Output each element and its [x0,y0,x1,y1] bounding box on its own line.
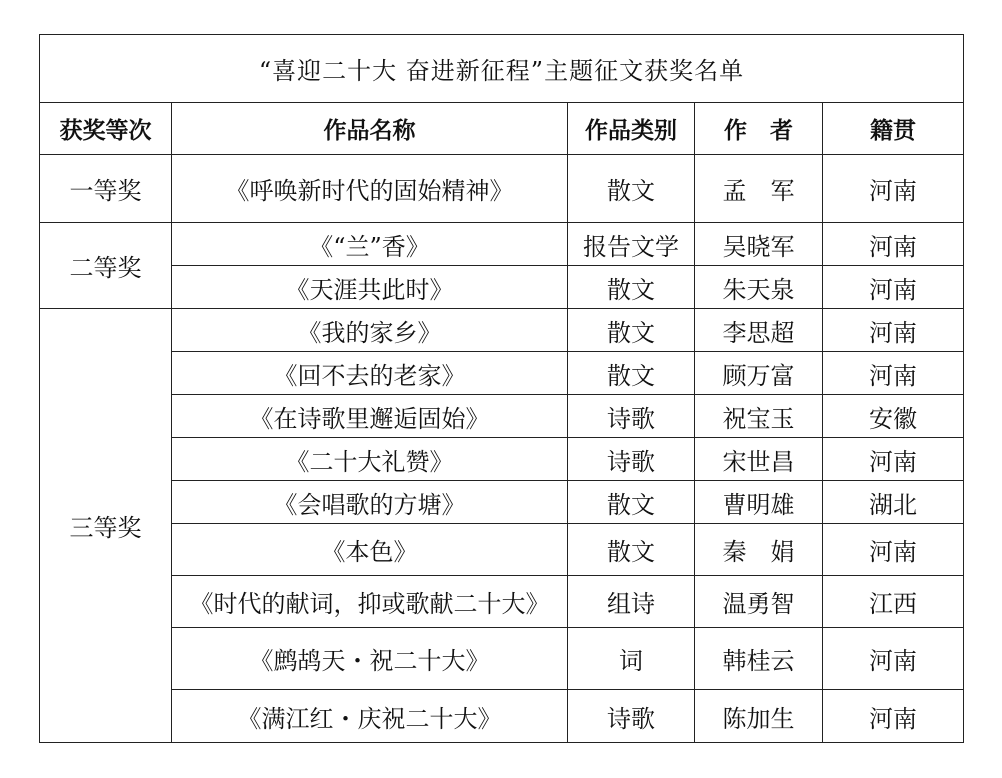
author-name: 顾万富 [695,352,823,395]
work-title: 《时代的献词，抑或歌献二十大》 [172,576,568,628]
work-category: 散文 [568,352,695,395]
work-title: 《天涯共此时》 [172,266,568,309]
work-title: 《回不去的老家》 [172,352,568,395]
header-work: 作品名称 [172,103,568,155]
header-origin: 籍贯 [823,103,964,155]
author-origin: 河南 [823,524,964,576]
header-level: 获奖等次 [40,103,172,155]
work-title: 《“兰”香》 [172,223,568,266]
author-origin: 河南 [823,266,964,309]
table-row [40,524,964,576]
title-row [40,35,964,103]
author-origin: 河南 [823,690,964,743]
author-name: 吴晓军 [695,223,823,266]
table-row [40,395,964,438]
author-name: 韩桂云 [695,628,823,690]
author-name: 祝宝玉 [695,395,823,438]
work-category: 散文 [568,481,695,524]
table-row [40,352,964,395]
author-origin: 河南 [823,438,964,481]
table-row [40,155,964,223]
work-category: 词 [568,628,695,690]
author-origin: 河南 [823,352,964,395]
table-row [40,628,964,690]
work-category: 散文 [568,266,695,309]
work-title: 《会唱歌的方塘》 [172,481,568,524]
author-name: 温勇智 [695,576,823,628]
header-category: 作品类别 [568,103,695,155]
table-row [40,438,964,481]
author-name: 朱天泉 [695,266,823,309]
work-category: 诗歌 [568,690,695,743]
author-name: 李思超 [695,309,823,352]
table-row [40,576,964,628]
table-row [40,481,964,524]
table-row [40,309,964,352]
header-author: 作 者 [695,103,823,155]
author-origin: 河南 [823,309,964,352]
level-second: 二等奖 [40,223,172,309]
table-row [40,690,964,743]
work-category: 组诗 [568,576,695,628]
author-origin: 河南 [823,223,964,266]
author-origin: 河南 [823,155,964,223]
work-title: 《我的家乡》 [172,309,568,352]
header-row [40,103,964,155]
work-category: 报告文学 [568,223,695,266]
work-category: 诗歌 [568,395,695,438]
table-row [40,266,964,309]
author-name: 孟 军 [695,155,823,223]
work-title: 《鹧鸪天・祝二十大》 [172,628,568,690]
work-title: 《本色》 [172,524,568,576]
author-origin: 河南 [823,628,964,690]
level-first: 一等奖 [40,155,172,223]
author-name: 曹明雄 [695,481,823,524]
work-category: 散文 [568,155,695,223]
work-title: 《呼唤新时代的固始精神》 [172,155,568,223]
work-category: 诗歌 [568,438,695,481]
author-origin: 江西 [823,576,964,628]
level-third: 三等奖 [40,309,172,743]
work-title: 《在诗歌里邂逅固始》 [172,395,568,438]
work-category: 散文 [568,309,695,352]
author-name: 秦 娟 [695,524,823,576]
author-name: 陈加生 [695,690,823,743]
work-title: 《二十大礼赞》 [172,438,568,481]
table-title: “喜迎二十大 奋进新征程”主题征文获奖名单 [40,35,964,103]
work-title: 《满江红・庆祝二十大》 [172,690,568,743]
award-table [39,34,964,743]
author-origin: 湖北 [823,481,964,524]
work-category: 散文 [568,524,695,576]
author-origin: 安徽 [823,395,964,438]
table-row [40,223,964,266]
author-name: 宋世昌 [695,438,823,481]
